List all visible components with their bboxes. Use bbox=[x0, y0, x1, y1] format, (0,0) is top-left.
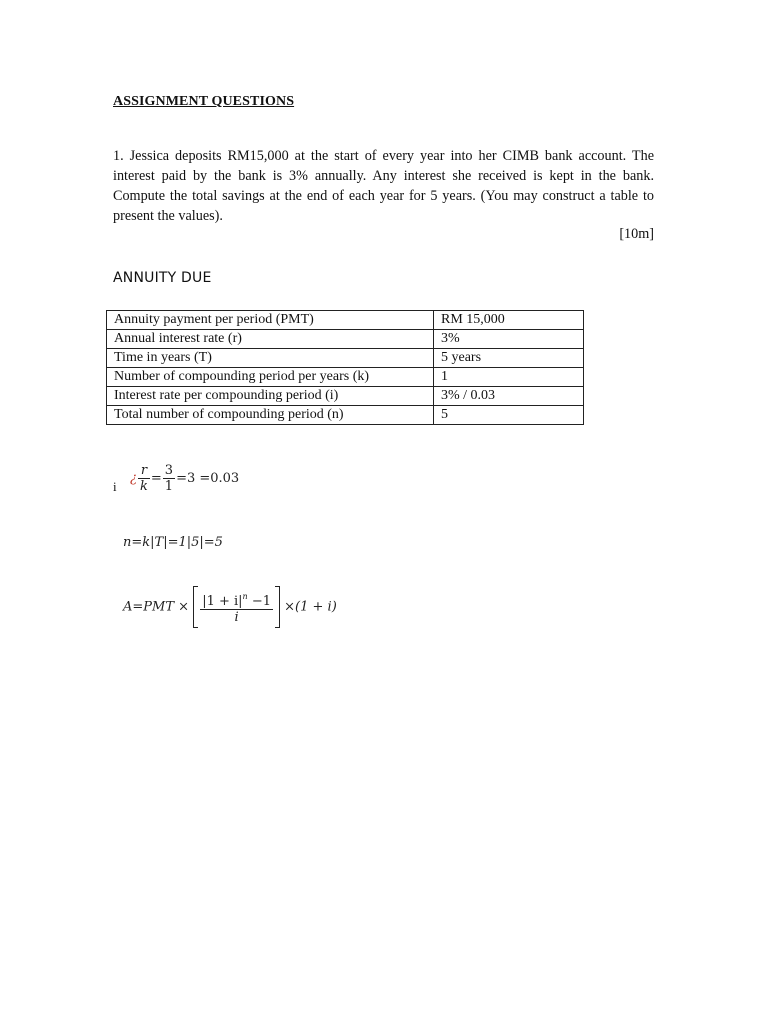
left-bracket bbox=[193, 586, 198, 628]
assignment-heading: ASSIGNMENT QUESTIONS bbox=[113, 94, 295, 109]
equation-annuity-due bbox=[123, 586, 337, 628]
table-row bbox=[107, 368, 584, 387]
section-title: ANNUITY DUE bbox=[113, 270, 212, 286]
right-bracket bbox=[275, 586, 280, 628]
table-cell-value: 3% / 0.03 bbox=[434, 387, 584, 406]
table-cell-label: Time in years (T) bbox=[107, 349, 434, 368]
equation-periods: n=k|T|=1|5|=5 bbox=[123, 535, 223, 550]
table-cell-label: Interest rate per compounding period (i) bbox=[107, 387, 434, 406]
table-cell-label: Total number of compounding period (n) bbox=[107, 406, 434, 425]
table-row bbox=[107, 406, 584, 425]
eq1-fraction-3-1: $\frac{3}{1}$ bbox=[164, 463, 174, 494]
table-cell-value: 5 years bbox=[434, 349, 584, 368]
table-row bbox=[107, 387, 584, 406]
table-row bbox=[107, 330, 584, 349]
table-cell-label: Annuity payment per period (PMT) bbox=[107, 311, 434, 330]
table-cell-label: Number of compounding period per years (k) bbox=[107, 368, 434, 387]
annuity-parameters-table bbox=[106, 310, 584, 425]
eq3-tail: ×(1 + i) bbox=[284, 599, 337, 615]
table-cell-label: Annual interest rate (r) bbox=[107, 330, 434, 349]
eq3-lhs: A=PMT × bbox=[123, 599, 190, 615]
table-cell-value: 1 bbox=[434, 368, 584, 387]
eq3-fraction: $\frac{|1 + i|^n -1}{i}$ bbox=[200, 589, 273, 625]
eq1-lhs: ¿ bbox=[130, 471, 137, 486]
table-row bbox=[107, 349, 584, 368]
eq1-fraction-r-k: $\frac{r}{k}$ bbox=[139, 463, 148, 494]
table-cell-value: 5 bbox=[434, 406, 584, 425]
eq1-result: =3 =0.03 bbox=[176, 471, 240, 486]
table-row bbox=[107, 311, 584, 330]
table-cell-value: 3% bbox=[434, 330, 584, 349]
stray-i-label: i bbox=[113, 479, 117, 494]
question-text: 1. Jessica deposits RM15,000 at the start of every year into her CIMB bank account. The interest paid by the bank is 3% annually. Any interest she received is kept in the bank. Compute the total savings at the end of each year for 5 years. (You may construct a table to present the values). bbox=[113, 148, 654, 224]
table-cell-value: RM 15,000 bbox=[434, 311, 584, 330]
marks-label: [10m] bbox=[619, 226, 654, 242]
equation-interest-rate: ¿ $\frac{r}{k}$ = $\frac{3}{1}$ =3 =0.03 bbox=[130, 463, 240, 494]
